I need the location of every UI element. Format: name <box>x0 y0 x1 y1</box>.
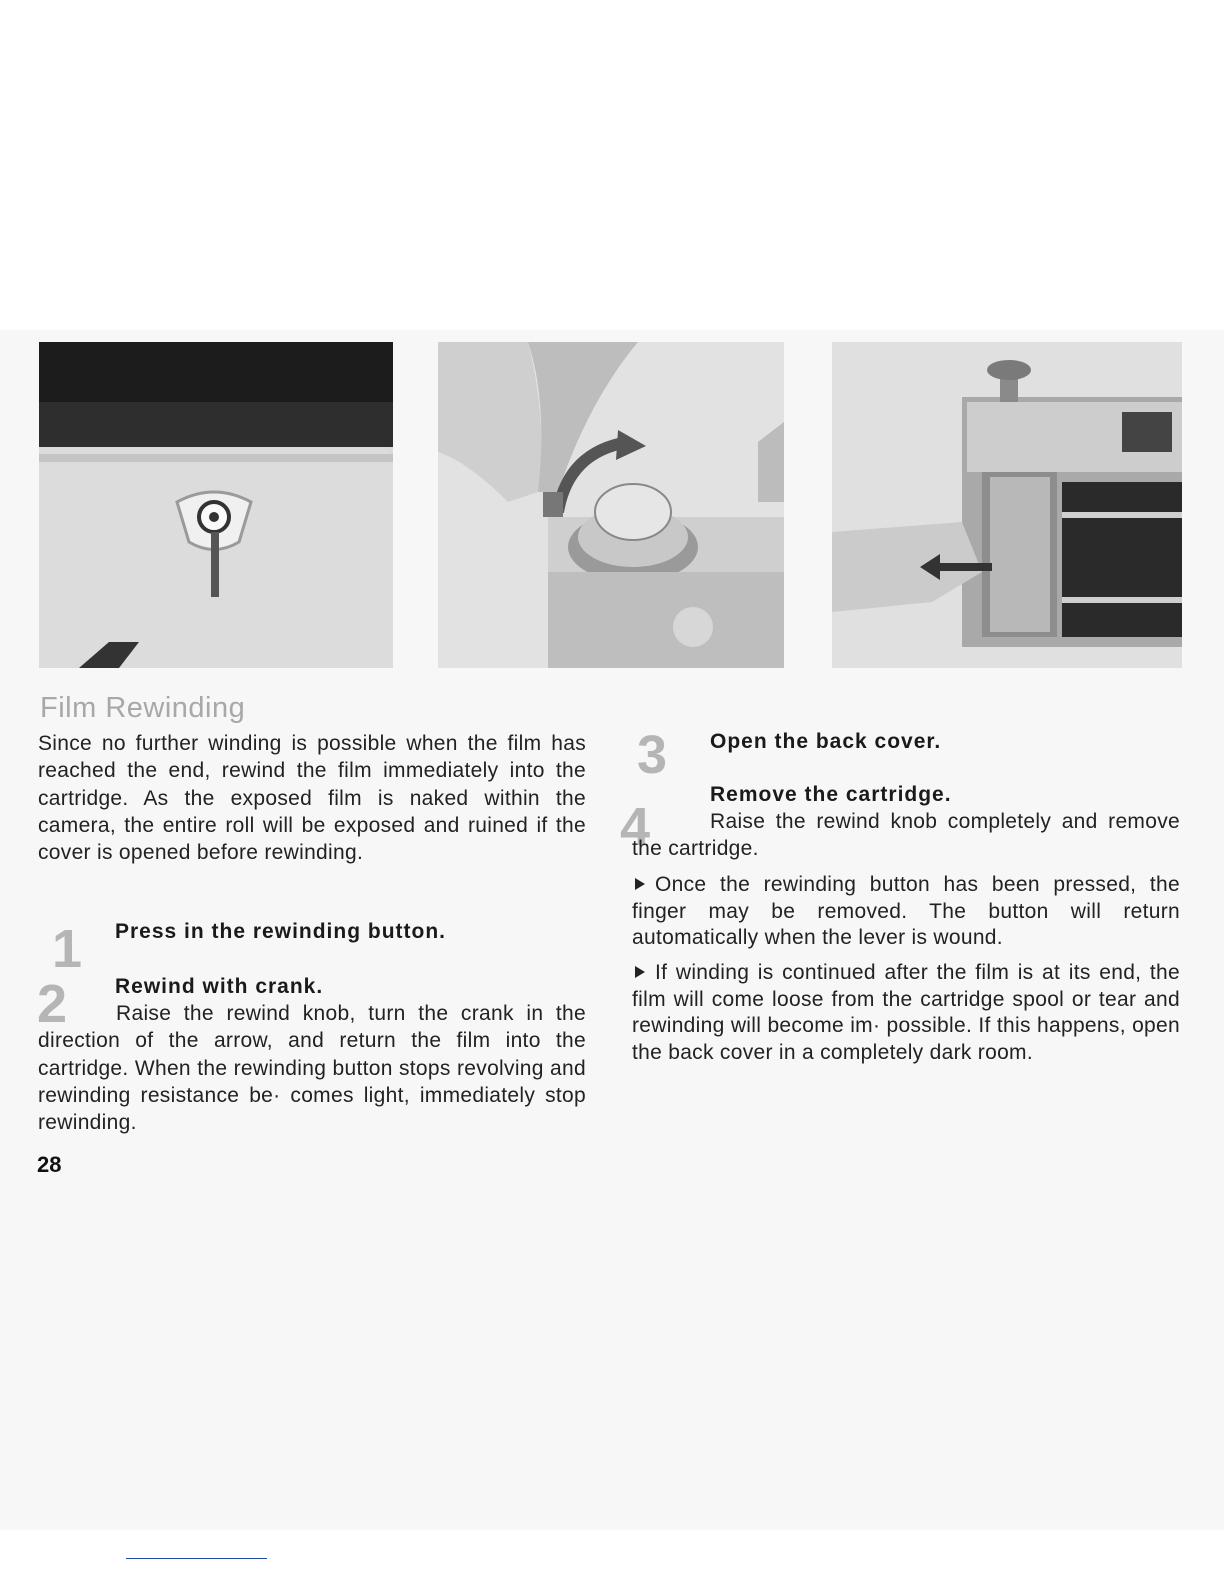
step-4-text: Raise the rewind knob completely and remove the cartridge. <box>632 810 1180 861</box>
step-1-title: Press in the rewinding button. <box>115 920 447 943</box>
step-1-number: 1 <box>52 919 83 979</box>
footer-rule <box>126 1558 267 1559</box>
step-4-number: 4 <box>620 797 651 857</box>
photo-rewind-crank <box>438 342 784 668</box>
note-2 <box>632 960 1180 1066</box>
step-2-text: Raise the rewind knob, turn the crank in the direction of the arrow, and return the film into the cartridge. When the rewinding button stops revolving and rewinding resistance be· comes light, immediately stop rewinding. <box>38 1002 586 1135</box>
note-1 <box>632 872 1180 952</box>
step-4-title: Remove the cartridge. <box>710 783 952 806</box>
step-3-number: 3 <box>637 725 668 785</box>
arrow-bullet-icon <box>635 878 645 890</box>
section-title: Film Rewinding <box>40 692 246 724</box>
intro-paragraph: Since no further winding is possible when the film has reached the end, rewind the film immediately into the cartridge. As the exposed film is naked within the camera, the entire roll will be exposed and ruined if the cover is opened before rewinding. <box>38 732 586 865</box>
step-2-title: Rewind with crank. <box>115 975 324 998</box>
step-3-title: Open the back cover. <box>710 730 942 753</box>
step-2-number: 2 <box>37 974 68 1034</box>
photo-remove-cartridge <box>832 342 1182 668</box>
page-number: 28 <box>37 1152 62 1177</box>
photo-rewinding-button <box>39 342 393 668</box>
arrow-bullet-icon <box>635 966 645 978</box>
note-1-text: Once the rewinding button has been pressed, the finger may be removed. The button will return automatically when the lever is wound. <box>632 873 1180 949</box>
note-2-text: If winding is continued after the film is at its end, the film will come loose from the cartridge spool or tear and rewinding will become im· possible. If this happens, open the back cover in a completely dark room. <box>632 961 1180 1064</box>
